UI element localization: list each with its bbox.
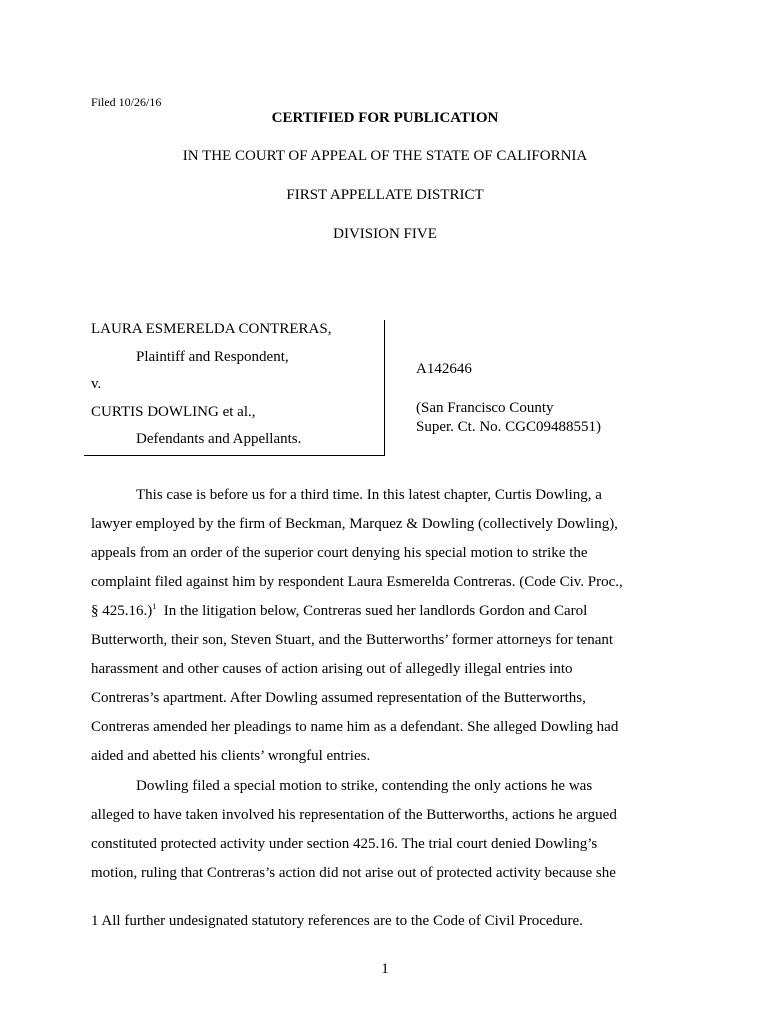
filed-date: Filed 10/26/16 (91, 95, 162, 109)
caption-divider-horizontal (84, 455, 385, 456)
caption-divider-vertical (384, 320, 385, 456)
paragraph-line: alleged to have taken involved his representation of the Butterworths, actions he argued (91, 807, 617, 823)
paragraph-line: Contreras amended her pleadings to name him as a defendant. She alleged Dowling had (91, 719, 619, 735)
paragraph-line: This case is before us for a third time. In this latest chapter, Curtis Dowling, a (136, 487, 602, 503)
plaintiff-role: Plaintiff and Respondent, (136, 349, 289, 365)
page-number: 1 (381, 961, 389, 977)
paragraph-line (91, 603, 587, 620)
county: (San Francisco County (416, 400, 554, 416)
superior-court-number: Super. Ct. No. CGC09488551) (416, 419, 602, 435)
paragraph-line: Butterworth, their son, Steven Stuart, and the Butterworths’ former attorneys for tenant (91, 632, 614, 648)
paragraph-line: lawyer employed by the firm of Beckman, Marquez & Dowling (collectively Dowling), (91, 516, 618, 532)
paragraph-line: appeals from an order of the superior court denying his special motion to strike the (91, 545, 588, 561)
case-number: A142646 (416, 361, 472, 377)
certified-heading: CERTIFIED FOR PUBLICATION (271, 110, 499, 126)
paragraph-line-continued: In the litigation below, Contreras sued her landlords Gordon and Carol (156, 603, 588, 619)
division-heading: DIVISION FIVE (333, 226, 437, 242)
paragraph-line: motion, ruling that Contreras’s action did not arise out of protected activity because she (91, 865, 616, 881)
plaintiff-name: LAURA ESMERELDA CONTRERAS, (91, 321, 332, 337)
paragraph-line: constituted protected activity under section 425.16. The trial court denied Dowling’s (91, 836, 598, 852)
paragraph-line: Dowling filed a special motion to strike, contending the only actions he was (136, 778, 593, 794)
court-heading: IN THE COURT OF APPEAL OF THE STATE OF CALIFORNIA (182, 148, 588, 164)
versus: v. (91, 376, 102, 392)
footnote: 1 All further undesignated statutory references are to the Code of Civil Procedure. (91, 913, 583, 929)
district-heading: FIRST APPELLATE DISTRICT (286, 187, 484, 203)
paragraph-line: complaint filed against him by respondent Laura Esmerelda Contreras. (Code Civ. Proc., (91, 574, 623, 590)
defendant-role: Defendants and Appellants. (136, 431, 302, 447)
paragraph-line: aided and abetted his clients’ wrongful entries. (91, 748, 371, 764)
footnote-reference[interactable]: 1 (152, 602, 157, 611)
paragraph-line: harassment and other causes of action arising out of allegedly illegal entries into (91, 661, 573, 677)
defendant-name: CURTIS DOWLING et al., (91, 404, 256, 420)
paragraph-line: Contreras’s apartment. After Dowling assumed representation of the Butterworths, (91, 690, 586, 706)
citation-text: § 425.16.) (91, 603, 153, 619)
